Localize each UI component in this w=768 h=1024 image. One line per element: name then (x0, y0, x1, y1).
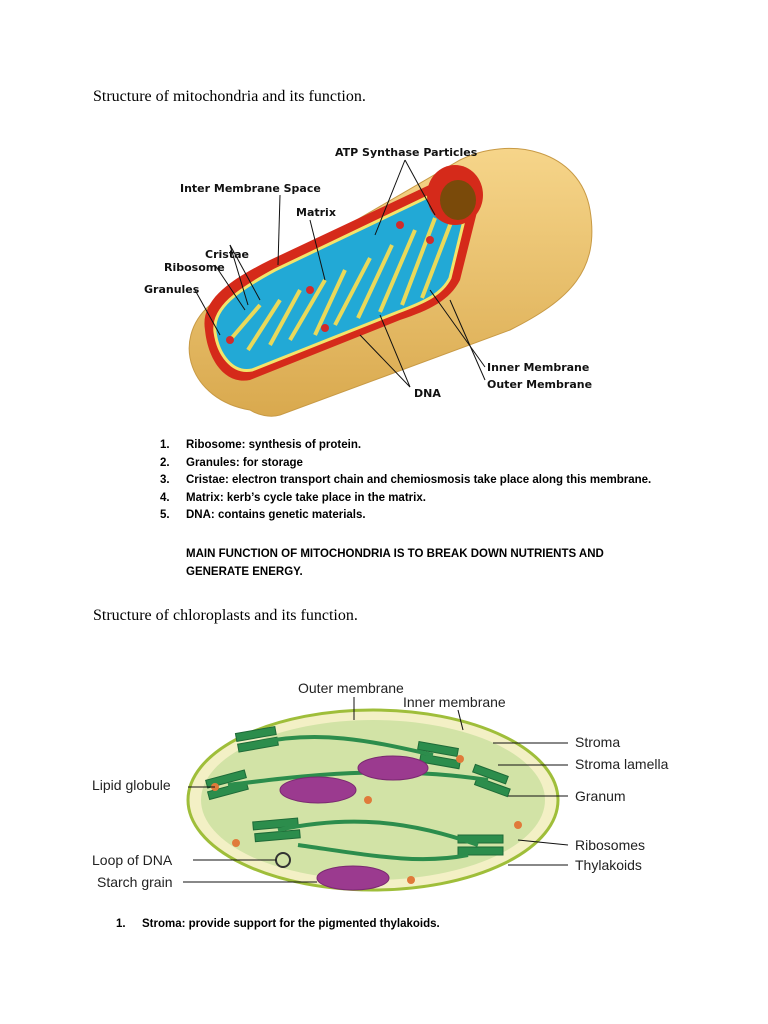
list-item: 1. Stroma: provide support for the pigmented thylakoids. (116, 918, 440, 930)
list-item: 2. Granules: for storage (160, 456, 303, 469)
list-item: 3. Cristae: electron transport chain and chemiosmosis take place along this membrane. (160, 474, 652, 486)
label-outer-membrane-chl: Outer membrane (298, 680, 404, 696)
label-starch-grain: Starch grain (97, 874, 173, 890)
label-atp: ATP Synthase Particles (335, 146, 478, 159)
label-granules: Granules (144, 283, 200, 296)
label-inner-membrane-chl: Inner membrane (403, 694, 506, 710)
label-ribosomes: Ribosomes (575, 837, 646, 853)
mitochondria-heading: Structure of mitochondria and its function. (93, 88, 366, 105)
label-stroma-lamella: Stroma lamella (575, 756, 669, 772)
label-granum: Granum (575, 788, 626, 804)
label-ims: Inter Membrane Space (180, 182, 321, 195)
label-thylakoids: Thylakoids (575, 857, 642, 873)
main-function-text: MAIN FUNCTION OF MITOCHONDRIA IS TO BREAK DOWN NUTRIENTS AND GENERATE ENERGY. (186, 548, 604, 578)
mitochondria-function-list (160, 437, 651, 525)
list-item: 5. DNA: contains genetic materials. (160, 509, 366, 521)
label-lipid-globule: Lipid globule (92, 777, 171, 793)
list-item: 4. Matrix: kerb’s cycle take place in the matrix. (160, 491, 426, 504)
label-stroma: Stroma (575, 734, 621, 750)
label-matrix: Matrix (296, 206, 336, 219)
open-end-inner (440, 180, 476, 220)
label-dna: DNA (414, 387, 441, 400)
chloroplast-diagram (88, 675, 688, 895)
label-ribosome: Ribosome (164, 261, 225, 274)
label-loop-of-dna: Loop of DNA (92, 852, 173, 868)
chloroplast-function-list (116, 916, 440, 934)
label-cristae: Cristae (205, 248, 249, 261)
label-outer-membrane: Outer Membrane (487, 378, 593, 391)
list-item: 1. Ribosome: synthesis of protein. (160, 439, 362, 451)
mitochondria-diagram (130, 140, 630, 440)
chloroplast-heading: Structure of chloroplasts and its function. (93, 607, 358, 624)
label-inner-membrane: Inner Membrane (487, 361, 590, 374)
